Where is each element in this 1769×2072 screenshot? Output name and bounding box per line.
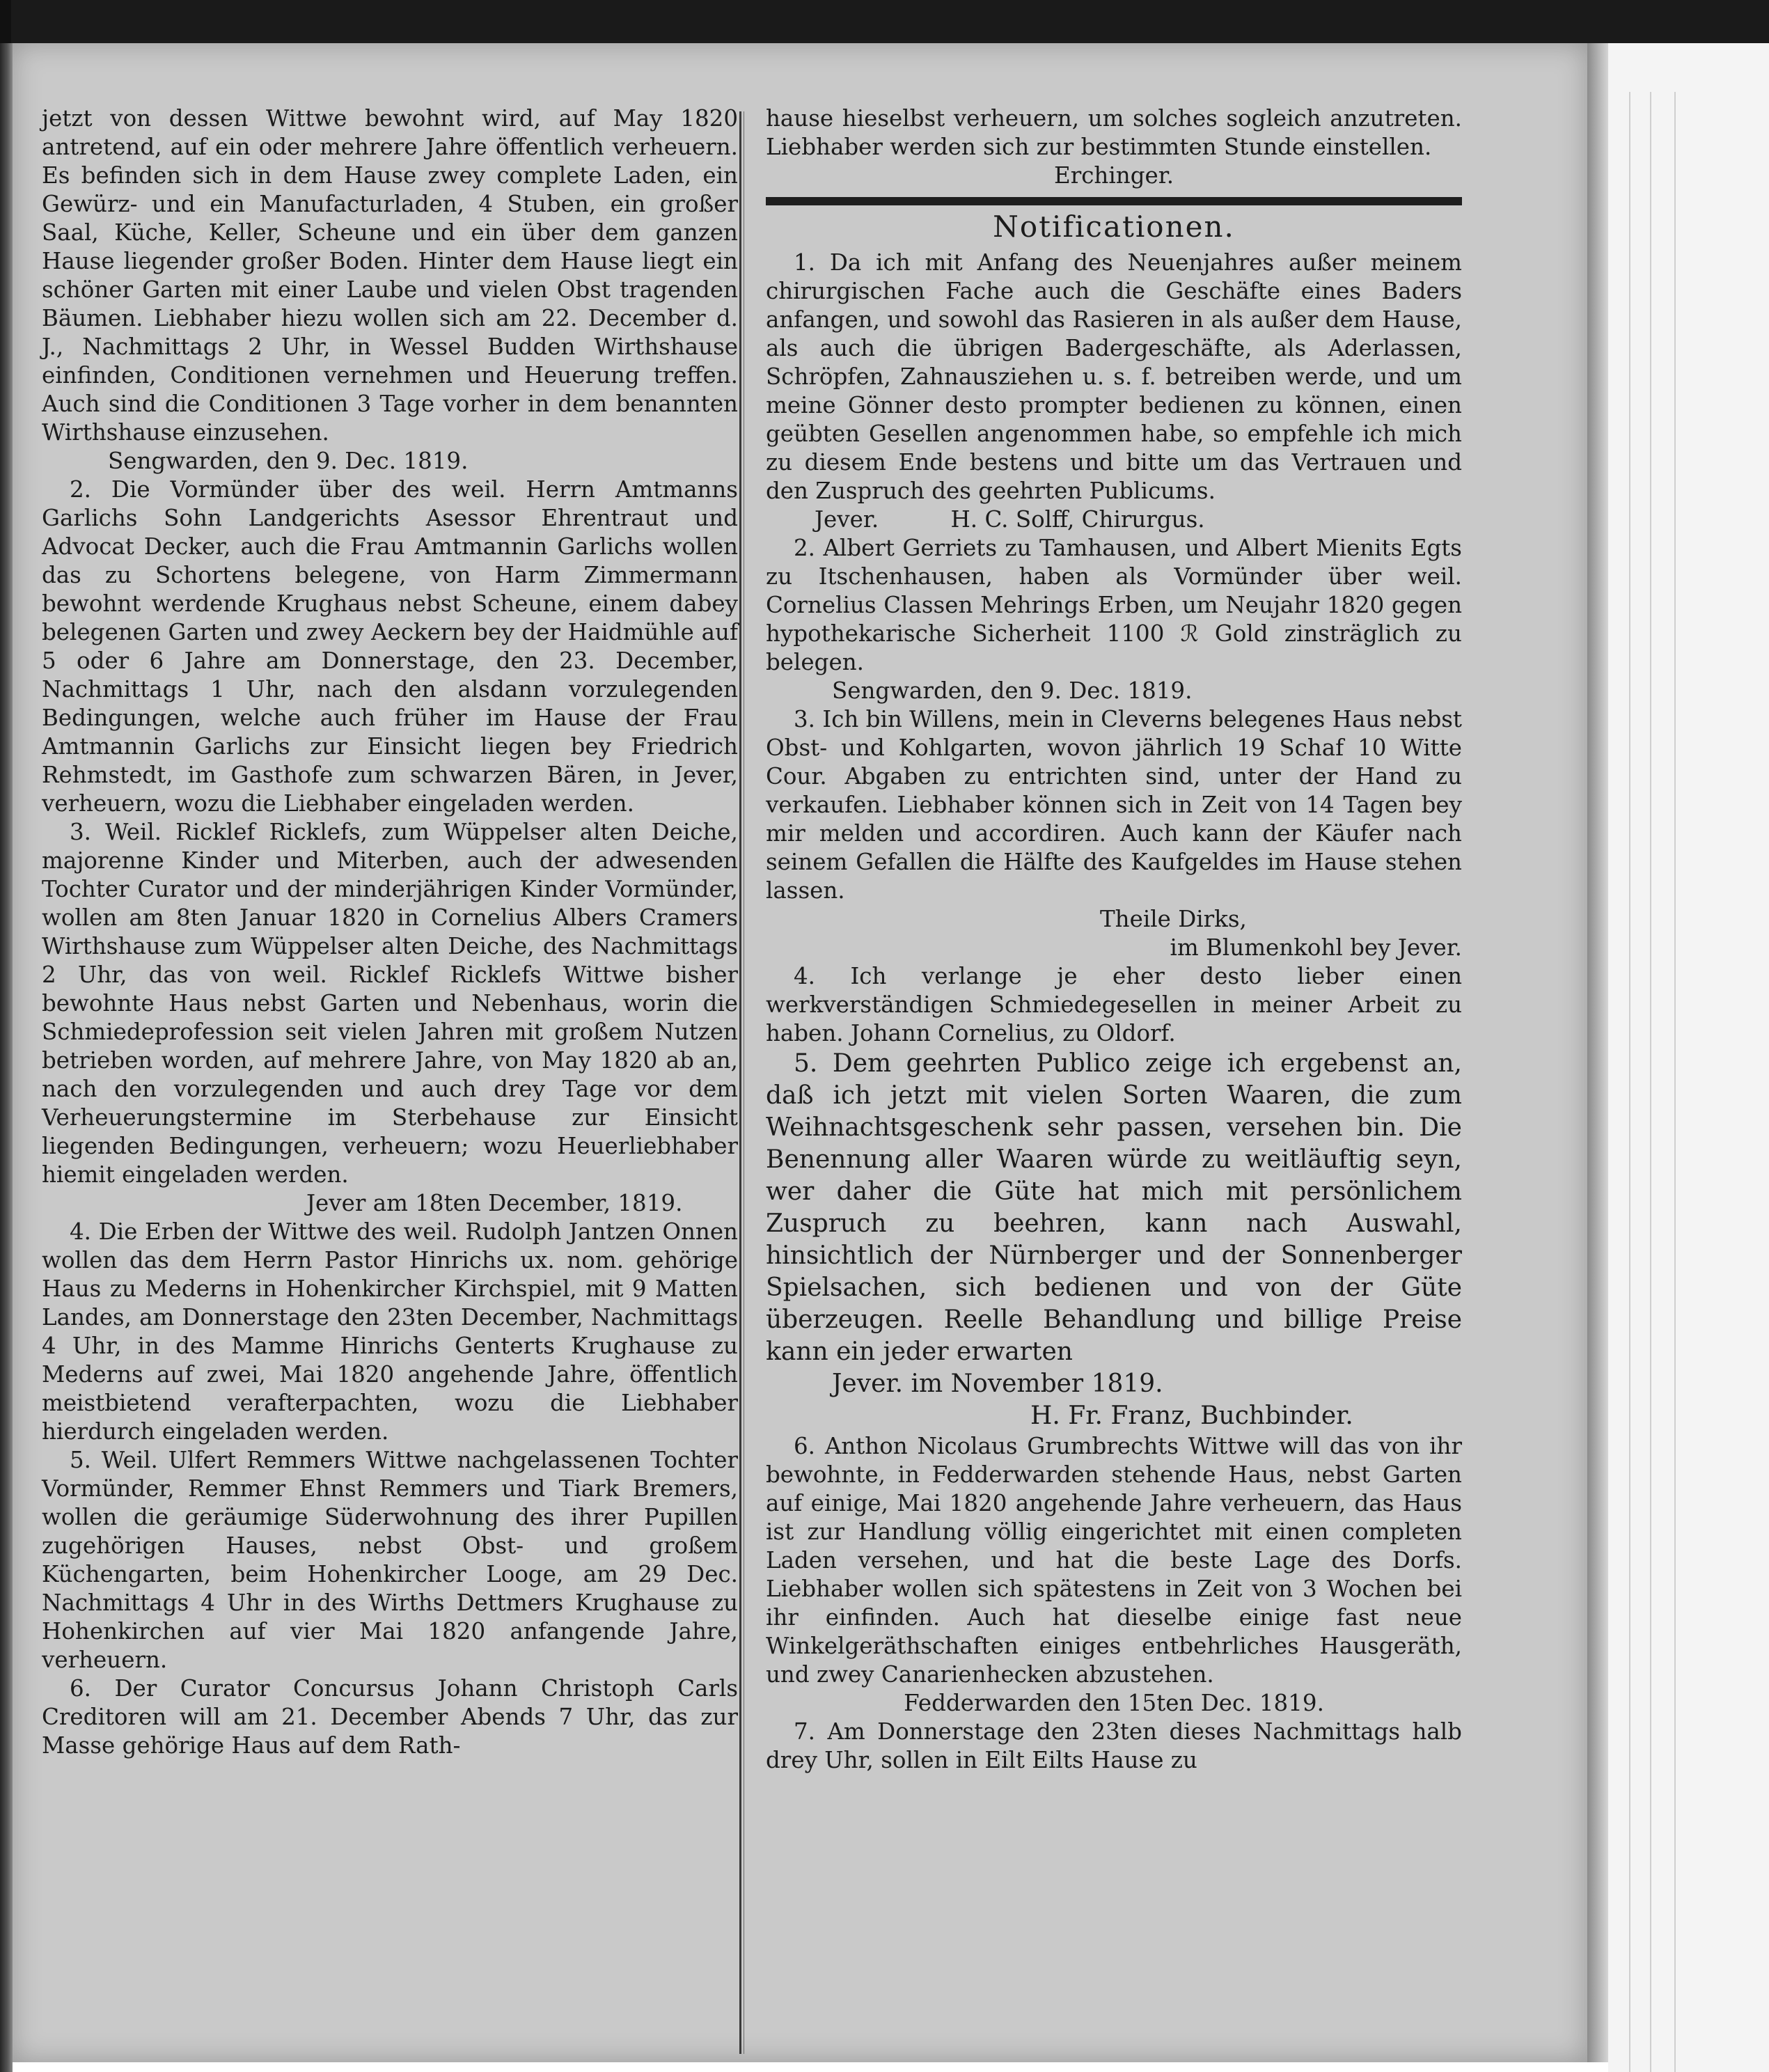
notice-text: 5. Weil. Ulfert Remmers Wittwe nachgelassenen Tochter Vormünder, Remmer Ehnst Remmers und Tiark Bremers, wollen die geräumige Süderwohnung des ihrer Pupillen zugehörigen Hauses, nebst Obst- und großem Küchengarten, beim Hohenkircher Looge, am 29 Dec. Nachmittags 4 Uhr in des Wirths Dettmers Krughause zu Hohenkirchen auf vier Mai 1820 anfangende Jahre, verheuern. (42, 1447, 738, 1673)
section-rule (766, 197, 1462, 205)
paper-stack-line (1650, 92, 1651, 2072)
notice-text: 6. Anthon Nicolaus Grumbrechts Wittwe will das von ihr bewohnte, in Fedderwarden stehende Haus, nebst Garten auf einige, Mai 1820 angehende Jahre verheuern, das Haus ist zur Handlung völlig eingerichtet mit einen completen Laden versehen, und hat die beste Lage des Dorfs. Liebhaber wollen sich spätestens in Zeit von 3 Wochen bei ihr einfinden. Auch hat dieselbe einige fast neue Winkelgeräthschaften einiges entbehrliches Hausgeräth, und zwey Canarienhecken abzustehen. (766, 1433, 1462, 1688)
notice-date: Fedderwarden den 15ten Dec. 1819. (904, 1690, 1324, 1716)
notice-text: 5. Dem geehrten Publico zeige ich ergebenst an, daß ich jetzt mit vielen Sorten Waaren, die zum Weihnachtsgeschenk sehr passen, versehen bin. Die Benennung aller Waaren würde zu weitläuftig seyn, wer daher die Güte hat mich mit persönlichem Zuspruch zu beehren, kann nach Auswahl, hinsichtlich der Nürnberger und der Sonnenberger Spielsachen, sich bedienen und von der Güte überzeugen. Reelle Behandlung und billige Preise kann ein jeder erwarten (766, 1049, 1462, 1366)
notice-text: 2. Albert Gerriets zu Tamhausen, und Albert Mienits Egts zu Itschenhausen, haben als Vormünder über weil. Cornelius Classen Mehrings Erben, um Neujahr 1820 gegen hypothekarische Sicherheit 1100 ℛ Gold zinsträglich zu belegen. (766, 535, 1462, 675)
notice-signature: Theile Dirks, (1100, 906, 1247, 932)
page-fore-edge (1587, 43, 1608, 2062)
notice-text: 3. Ich bin Willens, mein in Cleverns belegenes Haus nebst Obst- und Kohlgarten, wovon jährlich 19 Schaf 10 Witte Cour. Abgaben zu entrichten sind, unter der Hand zu verkaufen. Liebhaber können sich in Zeit von 14 Tagen bey mir melden und accordiren. Auch kann der Käufer nach seinem Gefallen die Hälfte des Kaufgeldes im Hause stehen lassen. (766, 706, 1462, 904)
notice-signature: im Blumenkohl bey Jever. (1170, 934, 1462, 961)
section-heading: Notificationen. (993, 210, 1235, 244)
column-divider (739, 111, 741, 2054)
right-column (766, 104, 1462, 1775)
notice-text: hause hieselbst verheuern, um solches sogleich anzutreten. Liebhaber werden sich zur bestimmten Stunde einstellen. (766, 105, 1462, 160)
scanner-top-edge (0, 0, 1769, 43)
notice-signature: Erchinger. (1053, 162, 1174, 189)
notice-date: Jever. im November 1819. (832, 1369, 1163, 1398)
notice-signature: Jever. H. C. Solff, Chirurgus. (815, 506, 1205, 533)
paper-stack-line (1674, 92, 1676, 2072)
left-column (42, 104, 738, 1760)
notice-text: 2. Die Vormünder über des weil. Herrn Amtmanns Garlichs Sohn Landgerichts Asessor Ehrentraut und Advocat Decker, auch die Frau Amtmannin Garlichs wollen das zu Schortens belegene, von Harm Zimmermann bewohnt werdende Krughaus nebst Scheune, einem dabey belegenen Garten und zwey Aeckern bey der Haidmühle auf 5 oder 6 Jahre am Donnerstage, den 23. December, Nachmittags 1 Uhr, nach den alsdann vorzulegenden Bedingungen, welche auch früher im Hause der Frau Amtmannin Garlichs zur Einsicht liegen bey Friedrich Rehmstedt, im Gasthofe zum schwarzen Bären, in Jever, verheuern, wozu die Liebhaber eingeladen werden. (42, 476, 738, 817)
notice-date: Sengwarden, den 9. Dec. 1819. (108, 448, 469, 474)
notice-text: 6. Der Curator Concursus Johann Christoph Carls Creditoren will am 21. December Abends 7 Uhr, das zur Masse gehörige Haus auf dem Rath- (42, 1675, 738, 1759)
notice-text: 4. Die Erben der Wittwe des weil. Rudolph Jantzen Onnen wollen das dem Herrn Pastor Hinrichs ux. nom. gehörige Haus zu Mederns in Hohenkircher Kirchspiel, mit 9 Matten Landes, am Donnerstage den 23ten December, Nachmittags 4 Uhr, in des Mamme Hinrichs Genterts Krughause zu Mederns auf zwei, Mai 1820 angehende Jahre, öffentlich meistbietend verafterpachten, wozu die Liebhaber hierdurch eingeladen werden. (42, 1218, 738, 1445)
book-spine-shadow (0, 43, 13, 2072)
notice-text: 1. Da ich mit Anfang des Neuenjahres außer meinem chirurgischen Fache auch die Geschäfte eines Baders anfangen, und sowohl das Rasieren in als außer dem Hause, als auch die übrigen Badergeschäfte, als Aderlassen, Schröpfen, Zahnausziehen u. s. f. betreiben werde, und um meine Gönner desto prompter bedienen zu können, einen geübten Gesellen angenommen habe, so empfehle ich mich zu diesem Ende bestens und bitte um das Vertrauen und den Zuspruch des geehrten Publicums. (766, 249, 1462, 504)
paper-stack-edge (1608, 43, 1769, 2072)
notice-date: Jever am 18ten December, 1819. (306, 1190, 683, 1216)
notice-signature: H. Fr. Franz, Buchbinder. (1030, 1402, 1353, 1430)
notice-text: jetzt von dessen Wittwe bewohnt wird, auf May 1820 antretend, auf ein oder mehrere Jahre öffentlich verheuern. Es befinden sich in dem Hause zwey complete Laden, ein Gewürz- und ein Manufacturladen, 4 Stuben, ein großer Saal, Küche, Keller, Scheune und ein über dem ganzen Hause liegender großer Boden. Hinter dem Hause liegt ein schöner Garten mit einer Laube und vielen Obst tragenden Bäumen. Liebhaber hiezu wollen sich am 22. December d. J., Nachmittags 2 Uhr, in Wessel Budden Wirthshause einfinden, Conditionen vernehmen und Heuerung treffen. Auch sind die Conditionen 3 Tage vorher in dem benannten Wirthshause einzusehen. (42, 105, 738, 446)
notice-text: 3. Weil. Ricklef Ricklefs, zum Wüppelser alten Deiche, majorenne Kinder und Miterben, auch der adwesenden Tochter Curator und der minderjährigen Kinder Vormünder, wollen am 8ten Januar 1820 in Cornelius Albers Cramers Wirthshause zum Wüppelser alten Deiche, des Nachmittags 2 Uhr, das von weil. Ricklef Ricklefs Wittwe bisher bewohnte Haus nebst Garten und Nebenhaus, worin die Schmiedeprofession seit vielen Jahren mit großem Nutzen betrieben worden, auf mehrere Jahre, von May 1820 ab an, nach den vorzulegenden und auch drey Tage vor dem Verheuerungstermine im Sterbehause zur Einsicht liegenden Bedingungen, verheuern; wozu Heuerliebhaber hiemit eingeladen werden. (42, 819, 738, 1188)
notice-text: 4. Ich verlange je eher desto lieber einen werkverständigen Schmiedegesellen in meiner Arbeit zu haben. Johann Cornelius, zu Oldorf. (766, 963, 1462, 1046)
notice-text: 7. Am Donnerstage den 23ten dieses Nachmittags halb drey Uhr, sollen in Eilt Eilts Hause zu (766, 1718, 1462, 1773)
paper-stack-line (1629, 92, 1630, 2072)
notice-date: Sengwarden, den 9. Dec. 1819. (832, 677, 1193, 704)
